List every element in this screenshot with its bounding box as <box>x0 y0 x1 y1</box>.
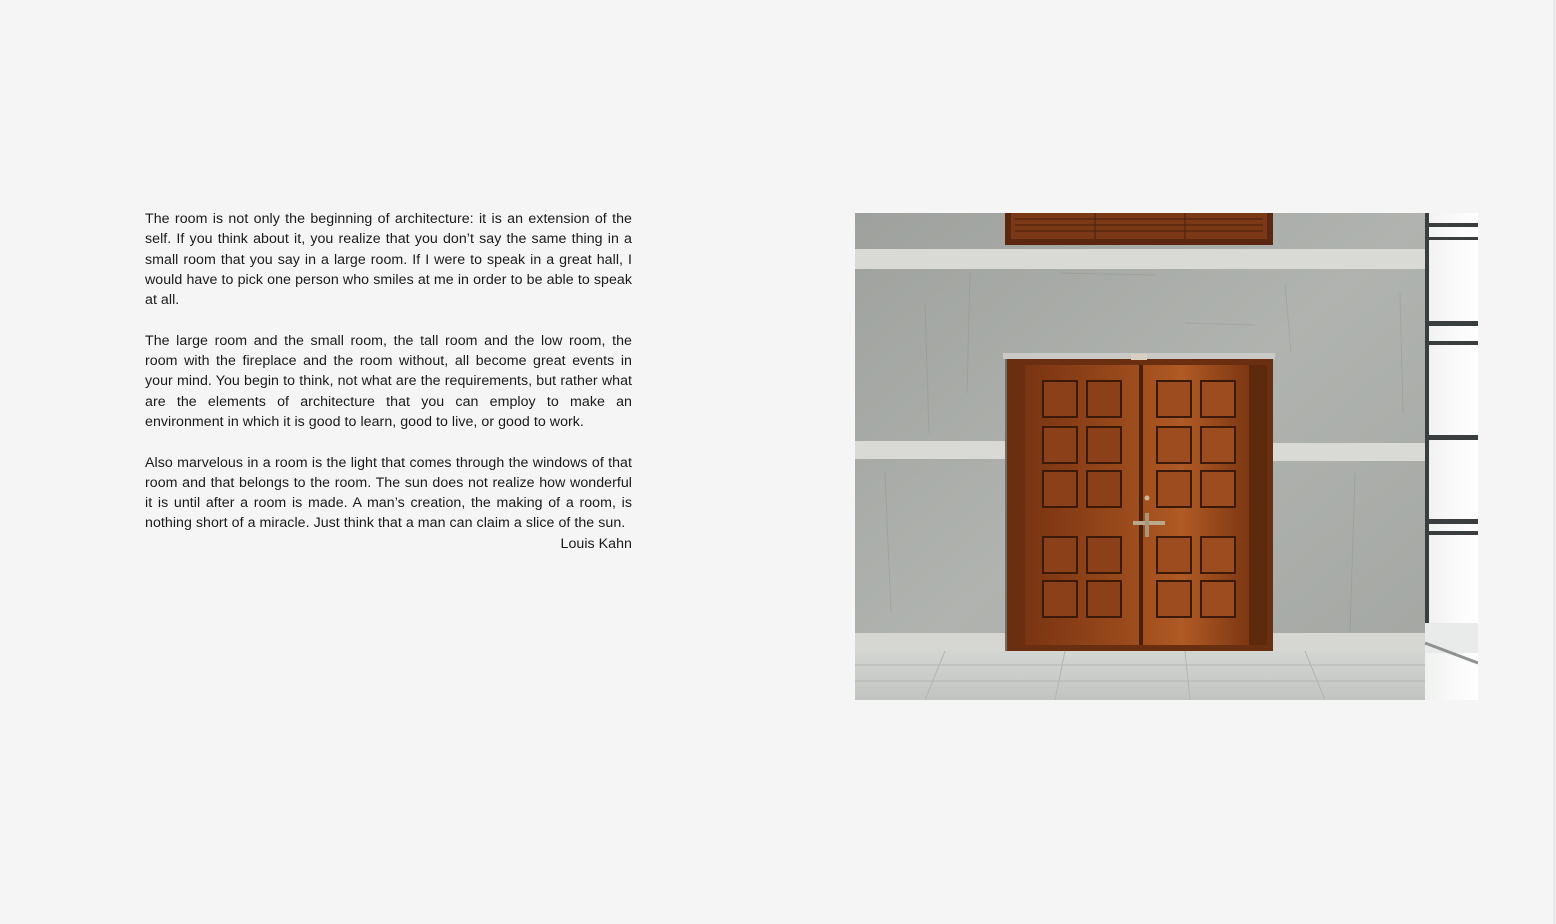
quote-paragraph: The large room and the small room, the tall room and the low room, the room with the fireplace and the room without, all become great events in your mind. You begin to think, not what are the requirements, but rather what are the elements of architecture that you can employ to make an environment in which it is good to learn, good to live, or good to work. <box>145 332 632 430</box>
quote-paragraph: The room is not only the beginning of architecture: it is an extension of the self. If you think about it, you realize that you don’t say the same thing in a small room that you say in a large room. If I were to speak in a great hall, I would have to pick one person who smiles at me in order to be able to speak at all. <box>145 211 632 309</box>
quote-paragraph: Also marvelous in a room is the light that comes through the windows of that room and that belongs to the room. The sun does not realize how wonderful it is until after a room is made. A man’s creation, the making of a room, is nothing short of a miracle. Just think that a man can claim a slice of the sun. <box>145 454 632 532</box>
quote-attribution: Louis Kahn <box>560 535 632 552</box>
door-photograph <box>855 213 1478 700</box>
quote-text-block <box>145 209 632 574</box>
